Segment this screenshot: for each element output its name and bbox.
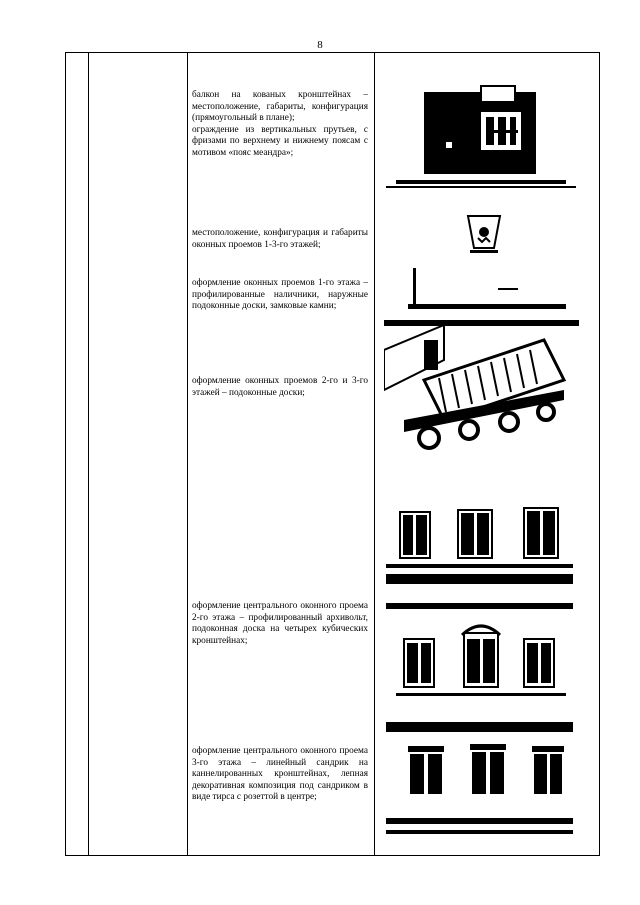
- column-divider: [88, 53, 89, 855]
- row-text-floor2-3: оформление оконных проемов 2-го и 3-го этажей – подоконные доски;: [192, 376, 368, 398]
- windows-row-1-photo: [386, 500, 573, 592]
- column-divider: [187, 53, 188, 855]
- row-text-floor1: оформление оконных проемов 1-го этажа – профилированные наличники, наружные подоконные доски, замковые камни;: [192, 278, 368, 312]
- row-text-central-3: оформление центрального оконного проема 3-го этажа – линейный сандрик на каннелированных кронштейнах, лепная декоративная композиция под сандриком в виде тирса с розеттой в центре;: [192, 746, 368, 803]
- page-number: 8: [317, 39, 323, 51]
- row-text-balcony: балкон на кованых кронштейнах – местоположение, габариты, конфигурация (прямоугольный в плане); ограждение из вертикальных прутьев, с фризами по верхнему и нижнему поясам с мотивом «пояс меандра»;: [192, 90, 368, 158]
- keystone-detail-photo: [408, 208, 566, 311]
- row-text-openings: местоположение, конфигурация и габариты оконных проемов 1-3-го этажей;: [192, 228, 368, 250]
- windows-row-3-photo: [386, 722, 573, 844]
- balcony-brackets-photo: [384, 320, 579, 460]
- column-divider: [374, 53, 375, 855]
- balcony-front-photo: [386, 72, 576, 192]
- row-text-central-2: оформление центрального оконного проема 2-го этажа – профилированный архивольт, подоконная доска на четырех кубических кронштейнах;: [192, 601, 368, 646]
- windows-row-2-photo: [386, 603, 573, 705]
